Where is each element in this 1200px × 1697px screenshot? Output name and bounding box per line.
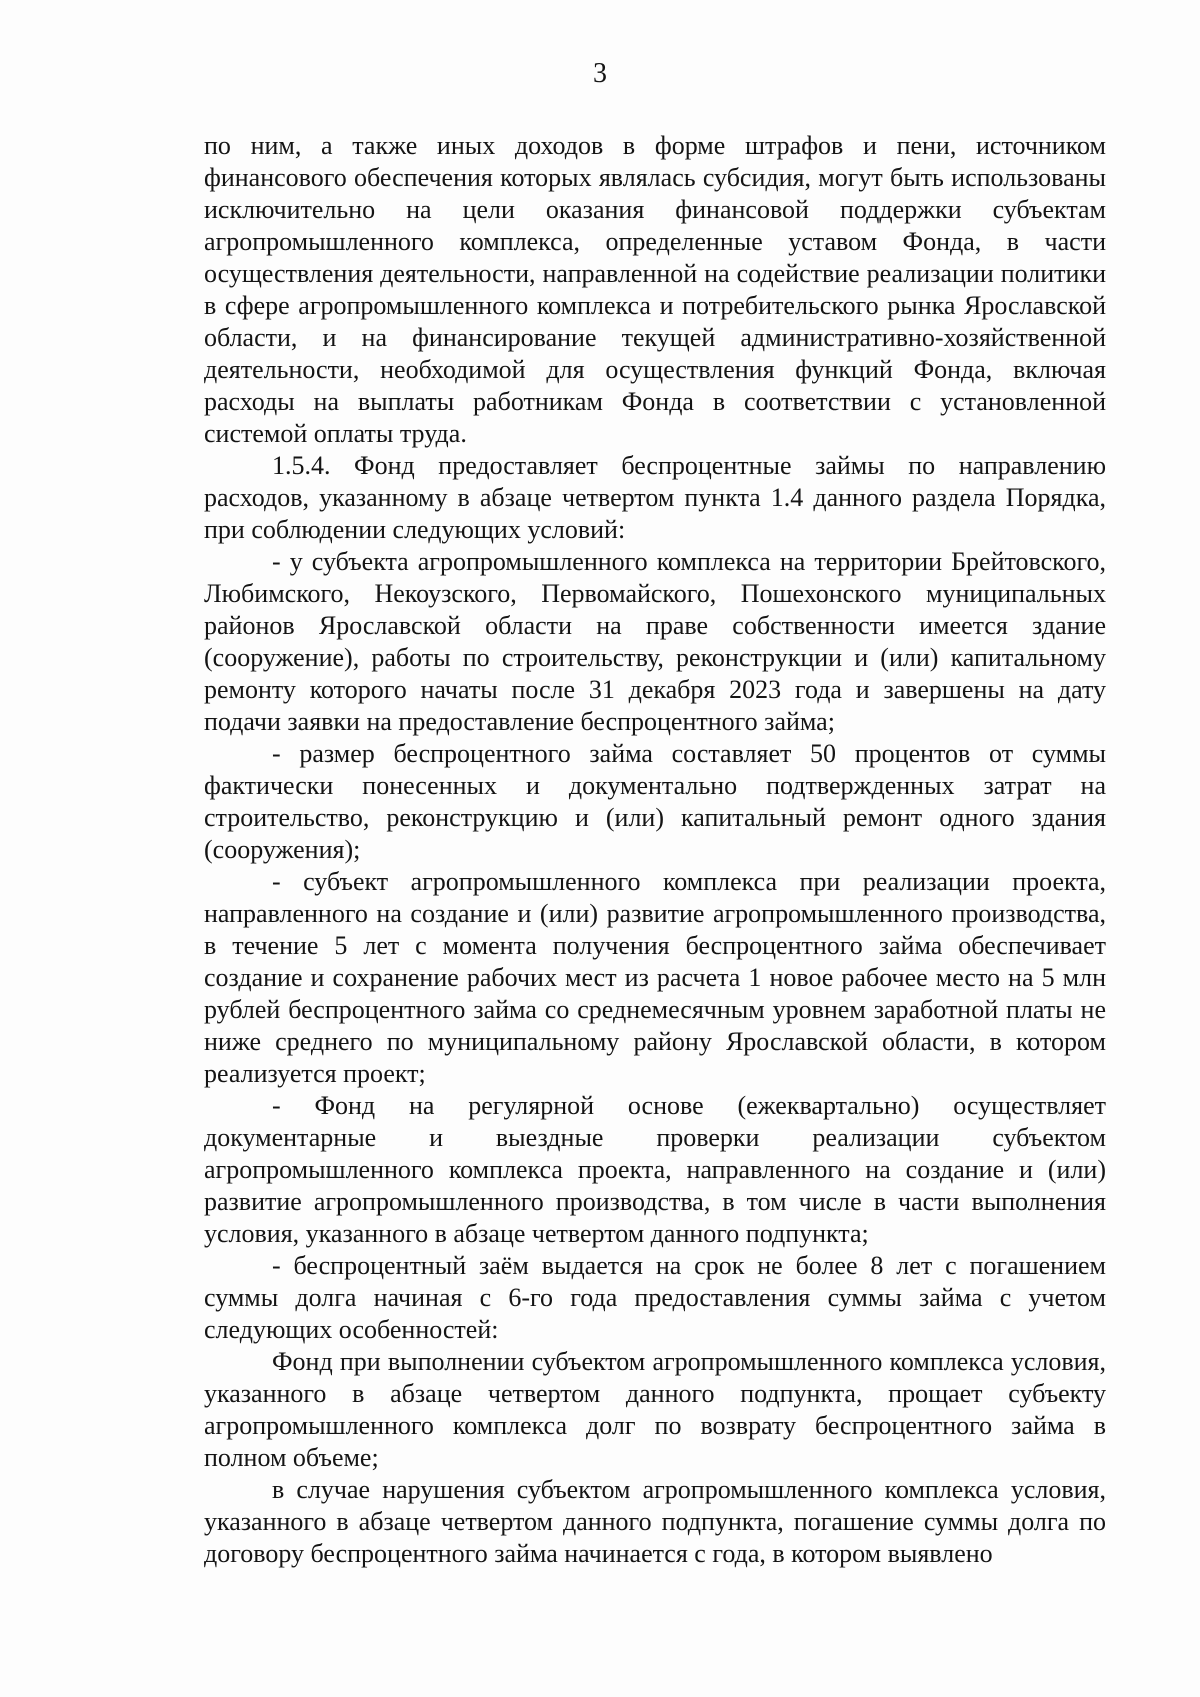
feature-violation-repayment: в случае нарушения субъектом агропромышленного комплекса условия, указанного в абзаце четвертом данного подпункта, погашение суммы долга по договору беспроцентного займа начинается с года, в котором выявлено bbox=[204, 1475, 1106, 1568]
condition-building-ownership: - у субъекта агропромышленного комплекса на территории Брейтовского, Любимского, Некоузского, Первомайского, Пошехонского муниципальных районов Ярославской области на праве собственности имеется здание (сооружение), работы по строительству, реконструкции и (или) капитальному ремонту которого начаты после 31 декабря 2023 года и завершены на дату подачи заявки на предоставление беспроцентного займа; bbox=[204, 547, 1106, 736]
page-number: 3 bbox=[593, 58, 607, 89]
feature-debt-forgiveness: Фонд при выполнении субъектом агропромышленного комплекса условия, указанного в абзаце четвертом данного подпункта, прощает субъекту агропромышленного комплекса долг по возврату беспроцентного займа в полном объеме; bbox=[204, 1347, 1106, 1472]
paragraph-funds-usage: по ним, а также иных доходов в форме штрафов и пени, источником финансового обеспечения которых являлась субсидия, могут быть использованы исключительно на цели оказания финансовой поддержки субъектам агропромышленного комплекса, определенные уставом Фонда, в части осуществления деятельности, направленной на содействие реализации политики в сфере агропромышленного комплекса и потребительского рынка Ярославской области, и на финансирование текущей административно-хозяйственной деятельности, необходимой для осуществления функций Фонда, включая расходы на выплаты работникам Фонда в соответствии с установленной системой оплаты труда. bbox=[204, 131, 1106, 448]
condition-job-creation: - субъект агропромышленного комплекса при реализации проекта, направленного на создание и (или) развитие агропромышленного производства, в течение 5 лет с момента получения беспроцентного займа обеспечивает создание и сохранение рабочих мест из расчета 1 новое рабочее место на 5 млн рублей беспроцентного займа со среднемесячным уровнем заработной платы не ниже среднего по муниципальному району Ярославской области, в котором реализуется проект; bbox=[204, 867, 1106, 1088]
paragraph-1-5-4: 1.5.4. Фонд предоставляет беспроцентные займы по направлению расходов, указанному в абзаце четвертом пункта 1.4 данного раздела Порядка, при соблюдении следующих условий: bbox=[204, 451, 1106, 544]
condition-loan-term: - беспроцентный заём выдается на срок не более 8 лет с погашением суммы долга начиная с 6-го года предоставления суммы займа с учетом следующих особенностей: bbox=[204, 1251, 1106, 1344]
document-body bbox=[204, 130, 1106, 1570]
condition-loan-size: - размер беспроцентного займа составляет 50 процентов от суммы фактически понесенных и документально подтвержденных затрат на строительство, реконструкцию и (или) капитальный ремонт одного здания (сооружения); bbox=[204, 739, 1106, 864]
condition-fund-inspections: - Фонд на регулярной основе (ежеквартально) осуществляет документарные и выездные проверки реализации субъектом агропромышленного комплекса проекта, направленного на создание и (или) развитие агропромышленного производства, в том числе в части выполнения условия, указанного в абзаце четвертом данного подпункта; bbox=[204, 1091, 1106, 1248]
